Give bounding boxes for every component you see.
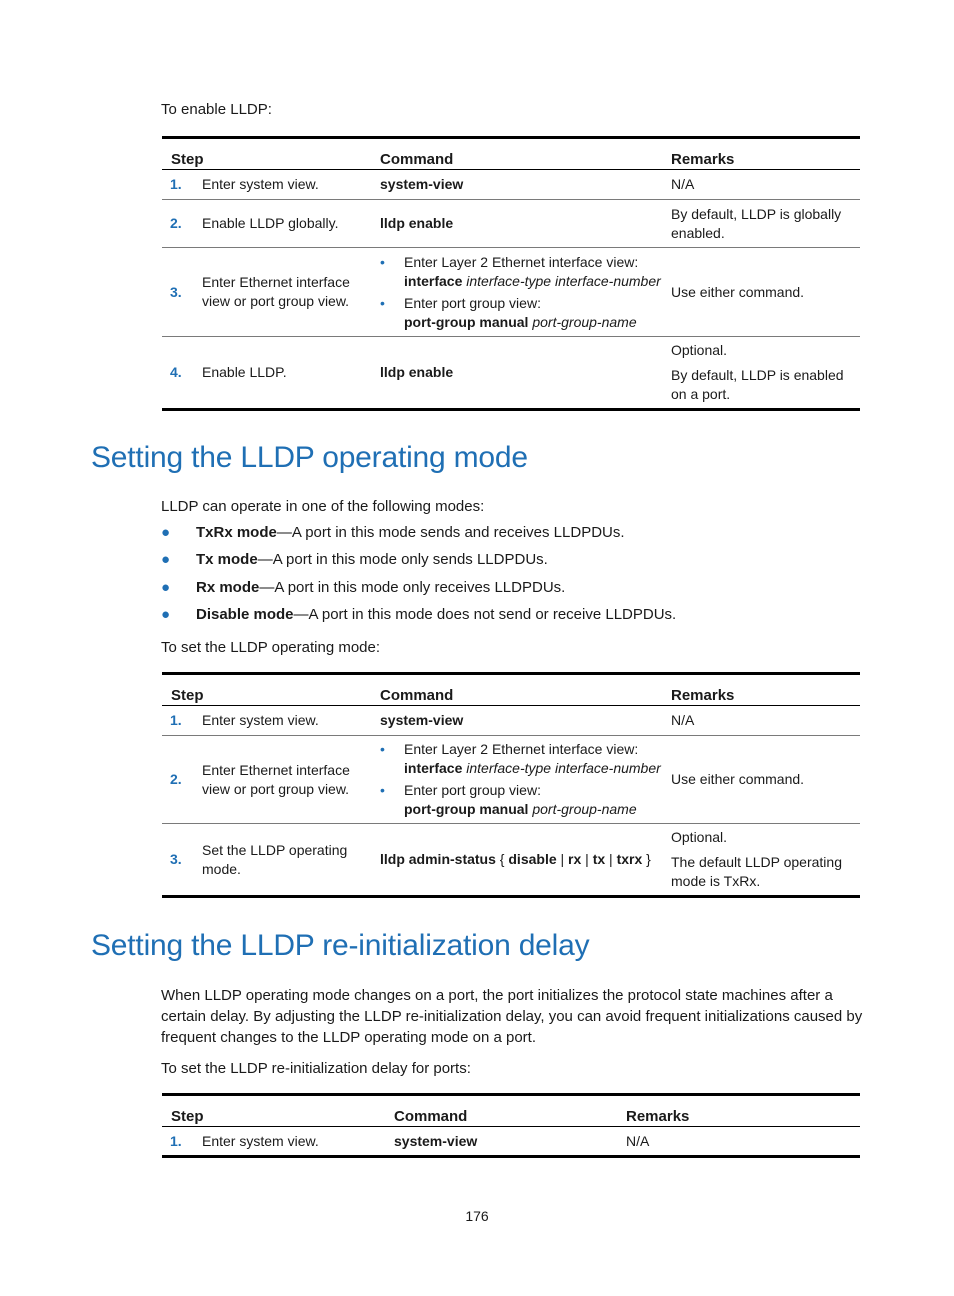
step-number: 2. bbox=[170, 771, 182, 787]
step-number: 3. bbox=[170, 283, 182, 300]
table-row bbox=[162, 337, 860, 410]
header-step: Step bbox=[162, 1095, 394, 1127]
remarks-text: Optional. By default, LLDP is enabled on a port. bbox=[671, 342, 844, 402]
remarks-text: Use either command. bbox=[671, 248, 860, 337]
enable-lldp-table bbox=[162, 136, 860, 411]
list-item: • Enter port group view: port-group manual port-group-name bbox=[380, 781, 671, 819]
operating-mode-table bbox=[162, 672, 860, 898]
step-number: 1. bbox=[170, 1132, 182, 1149]
list-item: • Enter Layer 2 Ethernet interface view: interface interface-type interface-number bbox=[380, 740, 671, 778]
step-text: Enter system view. bbox=[202, 176, 319, 192]
table-row bbox=[162, 706, 860, 736]
step-text: Enable LLDP globally. bbox=[202, 215, 339, 231]
section-title-reinit-delay: Setting the LLDP re-initialization delay bbox=[91, 929, 590, 962]
header-remarks: Remarks bbox=[626, 1095, 860, 1127]
page-number: 176 bbox=[465, 1208, 489, 1224]
remarks-text: Use either command. bbox=[671, 736, 860, 824]
section-title-operating-mode: Setting the LLDP operating mode bbox=[91, 441, 528, 474]
step-number: 3. bbox=[170, 851, 182, 867]
remarks-text: Optional. The default LLDP operating mode is TxRx. bbox=[671, 829, 842, 889]
header-command: Command bbox=[380, 138, 671, 170]
remarks-text: N/A bbox=[671, 170, 860, 200]
table-header-row bbox=[162, 674, 860, 706]
header-step: Step bbox=[162, 138, 380, 170]
remarks-text: By default, LLDP is globally enabled. bbox=[671, 200, 860, 248]
table-row bbox=[162, 200, 860, 248]
step-text: Enter Ethernet interface view or port group view. bbox=[202, 761, 350, 797]
bullet-icon: ● bbox=[161, 524, 171, 541]
step-text: Enter system view. bbox=[202, 712, 319, 728]
header-remarks: Remarks bbox=[671, 138, 860, 170]
step-number: 1. bbox=[170, 176, 182, 192]
bullet-icon: ● bbox=[161, 579, 171, 596]
step-text: Enter system view. bbox=[202, 1132, 319, 1149]
remarks-text: N/A bbox=[671, 706, 860, 736]
step-text: Enter Ethernet interface view or port group view. bbox=[202, 274, 350, 309]
table-row bbox=[162, 824, 860, 897]
bullet-icon: ● bbox=[161, 606, 171, 623]
command-text: system-view bbox=[380, 176, 464, 192]
table-header-row bbox=[162, 138, 860, 170]
reinit-delay-table bbox=[162, 1093, 860, 1158]
header-step: Step bbox=[162, 674, 380, 706]
command-text: lldp enable bbox=[380, 364, 454, 380]
table-header-row bbox=[162, 1095, 860, 1127]
step-text: Enable LLDP. bbox=[202, 364, 287, 380]
command-text: system-view bbox=[394, 1132, 478, 1149]
table-row bbox=[162, 736, 860, 824]
step-number: 1. bbox=[170, 712, 182, 728]
command-options-list bbox=[380, 253, 671, 332]
header-remarks: Remarks bbox=[671, 674, 860, 706]
step-number: 4. bbox=[170, 364, 182, 380]
to-set-delay-text: To set the LLDP re-initialization delay for ports: bbox=[161, 1060, 471, 1077]
table-row bbox=[162, 1127, 860, 1157]
section-intro-text: LLDP can operate in one of the following modes: bbox=[161, 498, 485, 515]
step-number: 2. bbox=[170, 215, 182, 231]
list-item: • Enter Layer 2 Ethernet interface view: interface interface-type interface-number bbox=[380, 253, 671, 291]
command-text: system-view bbox=[380, 712, 464, 728]
list-item: • Enter port group view: port-group manual port-group-name bbox=[380, 294, 671, 332]
header-command: Command bbox=[394, 1095, 626, 1127]
remarks-text: N/A bbox=[626, 1132, 650, 1149]
section-paragraph: When LLDP operating mode changes on a port, the port initializes the protocol state machines after a certain delay. By adjusting the LLDP re-initialization delay, you can avoid frequent initializations caused by frequent changes to the LLDP operating mode on a port. bbox=[161, 987, 863, 1046]
intro-enable-text: To enable LLDP: bbox=[161, 101, 272, 118]
command-text: lldp enable bbox=[380, 215, 454, 231]
to-set-mode-text: To set the LLDP operating mode: bbox=[161, 639, 381, 656]
table-row bbox=[162, 248, 860, 337]
header-command: Command bbox=[380, 674, 671, 706]
command-text: lldp admin-status { disable | rx | tx | txrx } bbox=[380, 851, 651, 867]
command-options-list bbox=[380, 740, 671, 819]
bullet-icon: ● bbox=[161, 551, 171, 568]
table-row bbox=[162, 170, 860, 200]
step-text: Set the LLDP operating mode. bbox=[202, 841, 348, 877]
